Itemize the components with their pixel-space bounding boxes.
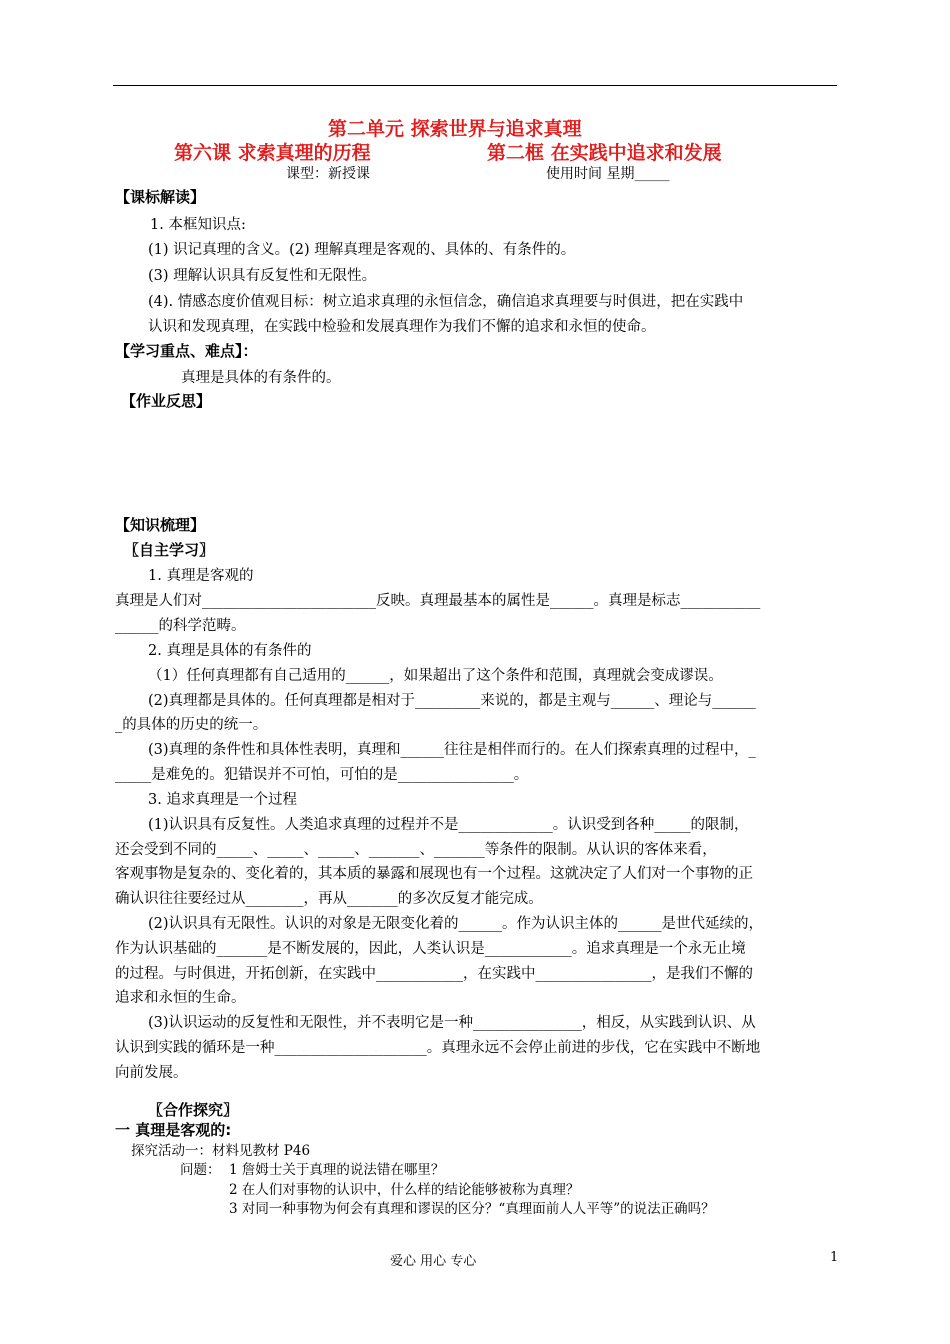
self-study-line: 作为认识基础的_______是不断发展的，因此，人类认识是____________。追求真理是一个永无止境 xyxy=(115,941,746,957)
standard-line: 认识和发现真理，在实践中检验和发展真理作为我们不懈的追求和永恒的使命。 xyxy=(148,319,656,335)
self-study-line: 3. 追求真理是一个过程 xyxy=(148,792,297,808)
self-study-line: 2. 真理是具体的有条件的 xyxy=(148,643,312,659)
self-study-line: 1. 真理是客观的 xyxy=(148,568,254,584)
unit-title: 第二单元 探索世界与追求真理 xyxy=(328,118,582,140)
course-type: 课型：新授课 xyxy=(286,166,370,182)
self-study-line: （1）任何真理都有自己适用的______，如果超出了这个条件和范围，真理就会变成谬误。 xyxy=(148,668,723,684)
page-number: 1 xyxy=(830,1250,839,1265)
standard-line: (1) 识记真理的含义。(2) 理解真理是客观的、具体的、有条件的。 xyxy=(148,242,576,258)
coop-question-label: 问题： xyxy=(180,1162,221,1178)
standard-line: 1. 本框知识点: xyxy=(150,217,246,233)
knowledge-heading: 【知识梳理】 xyxy=(115,516,206,534)
footer-motto: 爱心 用心 专心 xyxy=(390,1254,477,1269)
focus-text: 真理是具体的有条件的。 xyxy=(181,370,341,386)
self-study-line: _的具体的历史的统一。 xyxy=(115,717,268,733)
self-study-line: (2)认识具有无限性。认识的对象是无限变化着的______。作为认识主体的______是世代延续的， xyxy=(148,916,764,932)
self-study-line: 客观事物是复杂的、变化着的，其本质的暴露和展现也有一个过程。这就决定了人们对一个事物的正 xyxy=(115,866,753,882)
self-study-line: _____是难免的。犯错误并不可怕，可怕的是________________。 xyxy=(115,767,529,783)
self-study-line: (2)真理都是具体的。任何真理都是相对于_________来说的，都是主观与______、理论与______ xyxy=(148,693,756,709)
self-study-line: 认识到实践的循环是一种_____________________。真理永远不会停止前进的步伐，它在实践中不断地 xyxy=(115,1040,761,1056)
standard-heading: 【课标解读】 xyxy=(115,188,206,206)
self-study-line: 追求和永恒的生命。 xyxy=(115,990,246,1006)
self-study-line: (3)真理的条件性和具体性表明，真理和______往往是相伴而行的。在人们探索真理的过程中，_ xyxy=(148,742,756,758)
focus-heading: 【学习重点、难点】： xyxy=(115,342,258,360)
coop-question: 3 对同一种事物为何会有真理和谬误的区分？“真理面前人人平等”的说法正确吗？ xyxy=(229,1201,715,1217)
coop-subheading: 一 真理是客观的: xyxy=(115,1121,232,1139)
homework-heading: 【作业反思】 xyxy=(121,392,212,410)
self-study-line: 还会受到不同的_____、_____、_____、_______、_______等条件的限制。从认识的客体来看， xyxy=(115,842,717,858)
lesson-title: 第六课 求索真理的历程 xyxy=(174,142,371,164)
usage-time: 使用时间 星期_____ xyxy=(546,166,670,182)
section-title: 第二框 在实践中追求和发展 xyxy=(487,142,722,164)
self-study-line: ______的科学范畴。 xyxy=(115,618,246,634)
self-study-heading: 〖自主学习〗 xyxy=(124,541,215,559)
coop-activity: 探究活动一：材料见教材 P46 xyxy=(131,1143,311,1159)
self-study-line: (1)认识具有反复性。人类追求真理的过程并不是_____________。认识受到各种_____的限制， xyxy=(148,817,749,833)
standard-line: (4). 情感态度价值观目标：树立追求真理的永恒信念，确信追求真理要与时俱进，把在实践中 xyxy=(148,294,744,310)
coop-heading: 〖合作探究〗 xyxy=(148,1101,239,1119)
self-study-line: 确认识往往要经过从________，再从_______的多次反复才能完成。 xyxy=(115,891,543,907)
self-study-line: 真理是人们对________________________反映。真理最基本的属性是______。真理是标志___________ xyxy=(115,593,761,609)
coop-question: 2 在人们对事物的认识中，什么样的结论能够被称为真理？ xyxy=(229,1182,580,1198)
coop-question: 1 詹姆士关于真理的说法错在哪里？ xyxy=(229,1162,445,1178)
self-study-line: 的过程。与时俱进，开拓创新，在实践中____________，在实践中________________，是我们不懈的 xyxy=(115,966,753,982)
self-study-line: 向前发展。 xyxy=(115,1065,188,1081)
top-rule xyxy=(113,85,837,86)
standard-line: (3) 理解认识具有反复性和无限性。 xyxy=(148,268,377,284)
self-study-line: (3)认识运动的反复性和无限性，并不表明它是一种_______________，相反，从实践到认识、从 xyxy=(148,1015,756,1031)
